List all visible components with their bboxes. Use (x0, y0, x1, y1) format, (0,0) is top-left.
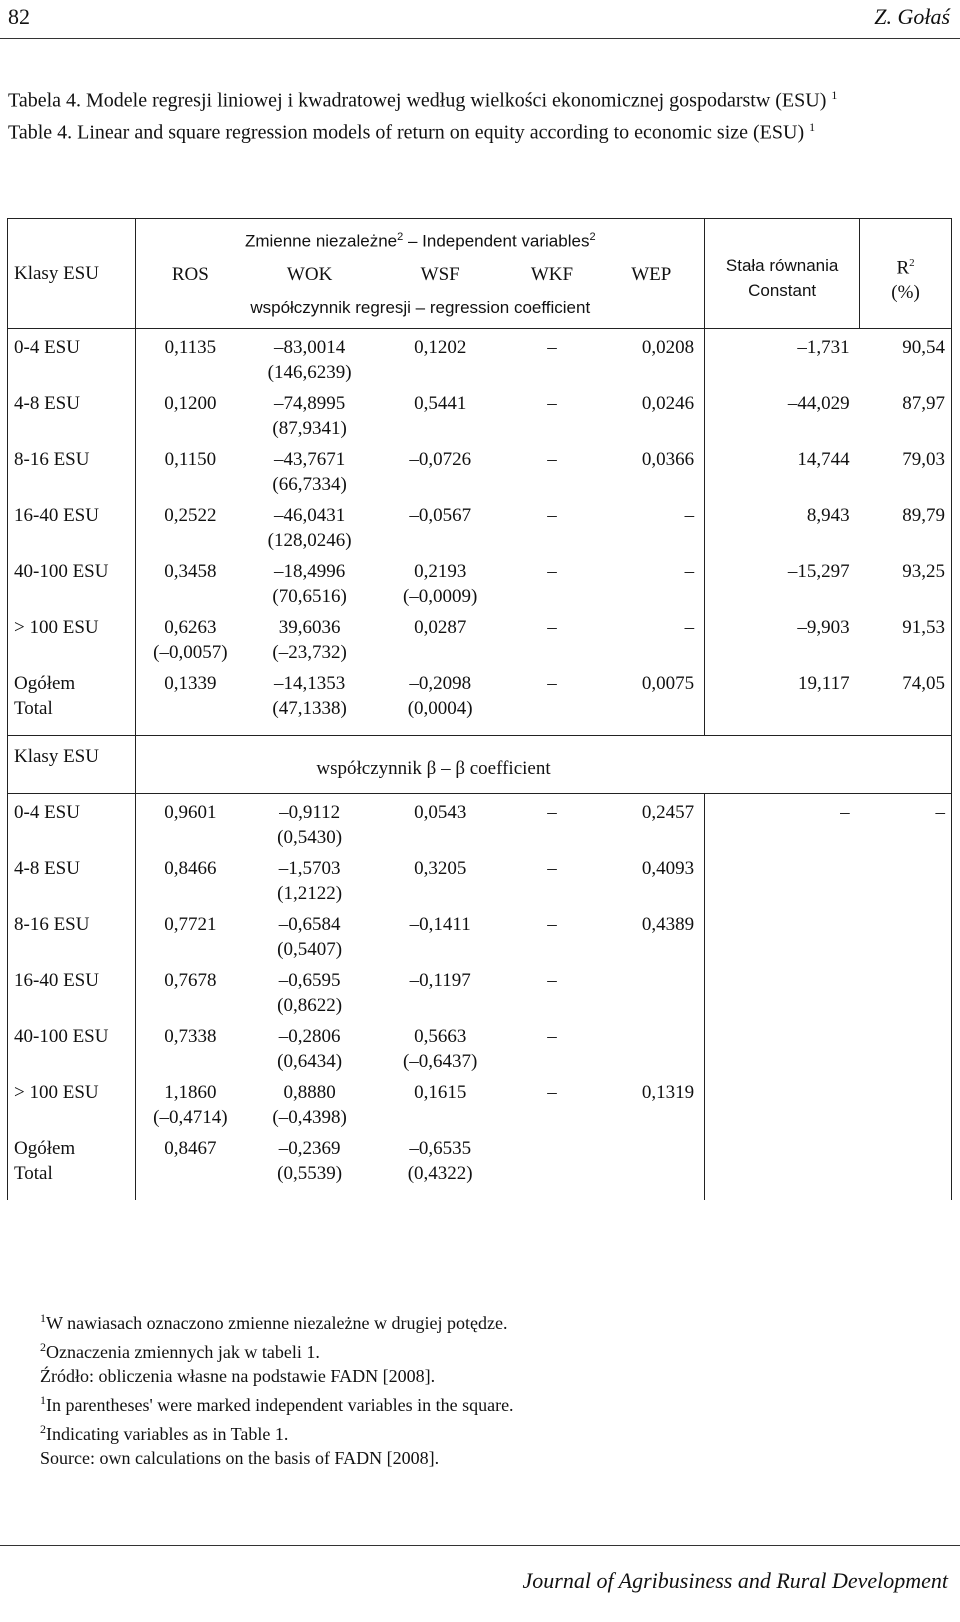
cell-constant: 8,943 (705, 497, 860, 553)
cell-wep: 0,0208 (598, 328, 704, 385)
cell-wkf: – (547, 448, 557, 470)
cell-wkf: – (547, 616, 557, 638)
cell-ros: 0,6263 (–0,0057) (136, 609, 244, 665)
cell-ros: 0,1339 (136, 665, 244, 736)
table-header-row (8, 219, 952, 254)
page-header (0, 0, 960, 40)
cell-wep: 0,4093 (598, 850, 704, 906)
cell-wok: –18,4996 (70,6516) (272, 560, 347, 607)
cell-ros: 0,3458 (136, 553, 244, 609)
cell-r2 (860, 1018, 952, 1074)
cell-r2: 91,53 (860, 609, 952, 665)
cell-constant: –9,903 (705, 609, 860, 665)
cell-r2: 79,03 (860, 441, 952, 497)
cell-constant (705, 1130, 860, 1200)
row-label: > 100 ESU (8, 1074, 136, 1130)
cell-r2: 74,05 (860, 665, 952, 736)
row-label: 0-4 ESU (8, 793, 136, 850)
regression_rows-row (8, 497, 952, 553)
note-line: $^1$W nawiasach oznaczono zmienne niezależne w drugiej potędze. (40, 1311, 508, 1333)
cell-constant: 14,744 (705, 441, 860, 497)
cell-wsf: –0,1197 (409, 969, 471, 991)
cell-wsf: –0,6535 (0,4322) (407, 1137, 473, 1184)
cell-wok: –0,9112 (0,5430) (244, 793, 375, 850)
cell-wsf: 0,2193 (–0,0009) (402, 560, 478, 607)
row-label: 4-8 ESU (8, 385, 136, 441)
row-label: 40-100 ESU (8, 553, 136, 609)
beta_rows-row (8, 793, 952, 850)
cell-wsf: –0,0567 (409, 504, 472, 526)
note-line: Źródło: obliczenia własne na podstawie FADN [2008]. (40, 1366, 436, 1386)
beta_rows-row (8, 1074, 952, 1130)
cell-wkf: – (547, 857, 557, 879)
table-notes (40, 1306, 514, 1470)
row-label: 16-40 ESU (8, 962, 136, 1018)
col-wep: WEP (598, 254, 704, 287)
cell-wok: 39,6036 (–23,732) (272, 616, 347, 663)
caption-polish: Tabela 4. Modele regresji liniowej i kwadratowej według wielkości ekonomicznej gospodarstw (ESU) $^1$ (8, 88, 838, 112)
cell-ros: 0,2522 (136, 497, 244, 553)
table-caption (8, 82, 958, 145)
note-line: $^2$Oznaczenia zmiennych jak w tabeli 1. (40, 1340, 320, 1362)
beta_rows-row (8, 850, 952, 906)
cell-wok: –0,6584 (0,5407) (277, 913, 343, 960)
regression-table (7, 218, 952, 1200)
cell-wkf: – (547, 1081, 557, 1103)
journal-name: Journal of Agribusiness and Rural Development (522, 1568, 948, 1593)
cell-r2 (860, 850, 952, 906)
cell-wok: –14,1353 (47,1338) (272, 672, 347, 719)
cell-wkf: – (547, 969, 557, 991)
cell-constant: – (705, 793, 860, 850)
cell-wsf: 0,0287 (414, 616, 467, 638)
cell-wok: –74,8995 (87,9341) (272, 392, 347, 439)
cell-wep (598, 962, 704, 1018)
cell-wep: 0,0366 (598, 441, 704, 497)
cell-wkf: – (505, 793, 598, 850)
header-independent: Zmienne niezależne$^2$ – Independent variables$^2$ (136, 219, 705, 254)
cell-wok: –1,5703 (1,2122) (277, 857, 343, 904)
header-rule (0, 38, 960, 39)
row-label: 0-4 ESU (8, 328, 136, 385)
cell-wok: –43,7671 (66,7334) (272, 448, 347, 495)
col-wok: WOK (286, 263, 333, 285)
cell-wep: 0,4389 (598, 906, 704, 962)
cell-constant (705, 850, 860, 906)
footer-rule (0, 1545, 960, 1546)
cell-wep: – (598, 553, 704, 609)
cell-wep: 0,2457 (598, 793, 704, 850)
cell-wok: 0,8880 (–0,4398) (272, 1081, 347, 1128)
col-wsf: WSF (420, 263, 460, 285)
regression_rows-row (8, 328, 952, 385)
cell-wkf: – (547, 672, 557, 694)
cell-wok: –0,2806 (0,6434) (277, 1025, 343, 1072)
cell-r2: 90,54 (860, 328, 952, 385)
note-line: $^2$Indicating variables as in Table 1. (40, 1422, 289, 1444)
cell-r2: – (860, 793, 952, 850)
cell-wsf: –0,2098 (0,0004) (407, 672, 473, 719)
cell-constant: –44,029 (705, 385, 860, 441)
cell-wkf: – (505, 328, 598, 385)
cell-wsf: 0,0543 (375, 793, 506, 850)
row-label: Ogółem Total (8, 1130, 136, 1200)
cell-r2 (860, 906, 952, 962)
cell-constant: –15,297 (705, 553, 860, 609)
note-line: Source: own calculations on the basis of FADN [2008]. (40, 1448, 440, 1468)
cell-r2: 87,97 (860, 385, 952, 441)
cell-wep: 0,1319 (598, 1074, 704, 1130)
cell-wep: 0,0075 (598, 665, 704, 736)
cell-wsf: –0,0726 (409, 448, 472, 470)
cell-wsf: –0,1411 (409, 913, 471, 935)
cell-ros: 0,1200 (136, 385, 244, 441)
regression_rows-row (8, 385, 952, 441)
header-r2: $R^2$ (%) (860, 219, 952, 329)
cell-r2 (860, 962, 952, 1018)
beta-klasy: Klasy ESU (8, 735, 136, 793)
regression-label: współczynnik regresji – regression coefficient (136, 287, 705, 329)
col-wkf: WKF (530, 263, 574, 285)
cell-r2: 93,25 (860, 553, 952, 609)
cell-ros: 0,7678 (136, 962, 244, 1018)
beta_rows-row (8, 906, 952, 962)
row-label: Ogółem Total (8, 665, 136, 736)
beta-label: współczynnik β – β coefficient (136, 735, 952, 793)
header-klasy: Klasy ESU (8, 219, 136, 329)
cell-constant (705, 962, 860, 1018)
cell-constant (705, 1018, 860, 1074)
cell-wkf: – (547, 913, 557, 935)
cell-ros: 0,8467 (136, 1130, 244, 1200)
cell-ros: 0,1135 (136, 328, 244, 385)
row-label: 4-8 ESU (8, 850, 136, 906)
regression_rows-row (8, 441, 952, 497)
cell-wep: – (598, 497, 704, 553)
regression_rows-row (8, 553, 952, 609)
beta_rows-row (8, 1018, 952, 1074)
cell-constant: 19,117 (705, 665, 860, 736)
cell-wsf: 0,5663 (–0,6437) (402, 1025, 478, 1072)
note-line: $^1$In parentheses' were marked independent variables in the square. (40, 1393, 514, 1415)
cell-wsf: 0,5441 (414, 392, 467, 414)
cell-ros: 1,1860 (–0,4714) (136, 1074, 244, 1130)
cell-ros: 0,8466 (136, 850, 244, 906)
cell-wkf: – (547, 560, 557, 582)
cell-wsf: 0,3205 (414, 857, 467, 879)
cell-ros: 0,1150 (136, 441, 244, 497)
cell-wkf (505, 1130, 598, 1200)
cell-r2 (860, 1130, 952, 1200)
caption-english: Table 4. Linear and square regression models of return on equity according to economic size (ESU) $^1$ (8, 119, 816, 144)
header-constant: Stała równania Constant (705, 219, 860, 329)
cell-wsf: 0,1615 (414, 1081, 467, 1103)
cell-wok: –0,6595 (0,8622) (277, 969, 343, 1016)
cell-ros: 0,7721 (136, 906, 244, 962)
cell-wkf: – (547, 504, 557, 526)
cell-constant: –1,731 (705, 328, 860, 385)
cell-ros: 0,9601 (136, 793, 244, 850)
cell-wok: –46,0431 (128,0246) (267, 504, 352, 551)
row-label: 8-16 ESU (8, 906, 136, 962)
cell-r2: 89,79 (860, 497, 952, 553)
cell-wep (598, 1018, 704, 1074)
cell-constant (705, 1074, 860, 1130)
cell-wkf: – (547, 392, 557, 414)
row-label: > 100 ESU (8, 609, 136, 665)
cell-wok: –0,2369 (0,5539) (277, 1137, 343, 1184)
cell-constant (705, 906, 860, 962)
cell-wep (598, 1130, 704, 1200)
cell-wep: – (598, 609, 704, 665)
cell-wkf: – (547, 1025, 557, 1047)
beta_rows-row (8, 962, 952, 1018)
author-name: Z. Gołaś (874, 4, 950, 29)
cell-ros: 0,7338 (136, 1018, 244, 1074)
cell-wep: 0,0246 (598, 385, 704, 441)
cell-r2 (860, 1074, 952, 1130)
row-label: 40-100 ESU (8, 1018, 136, 1074)
col-ros: ROS (136, 254, 244, 287)
regression_rows-row (8, 609, 952, 665)
cell-wsf: 0,1202 (375, 328, 506, 385)
regression_rows-row (8, 665, 952, 736)
cell-wok: –83,0014 (146,6239) (244, 328, 375, 385)
beta_rows-row (8, 1130, 952, 1200)
row-label: 16-40 ESU (8, 497, 136, 553)
beta-header-row (8, 735, 952, 793)
row-label: 8-16 ESU (8, 441, 136, 497)
page-number: 82 (8, 4, 30, 29)
